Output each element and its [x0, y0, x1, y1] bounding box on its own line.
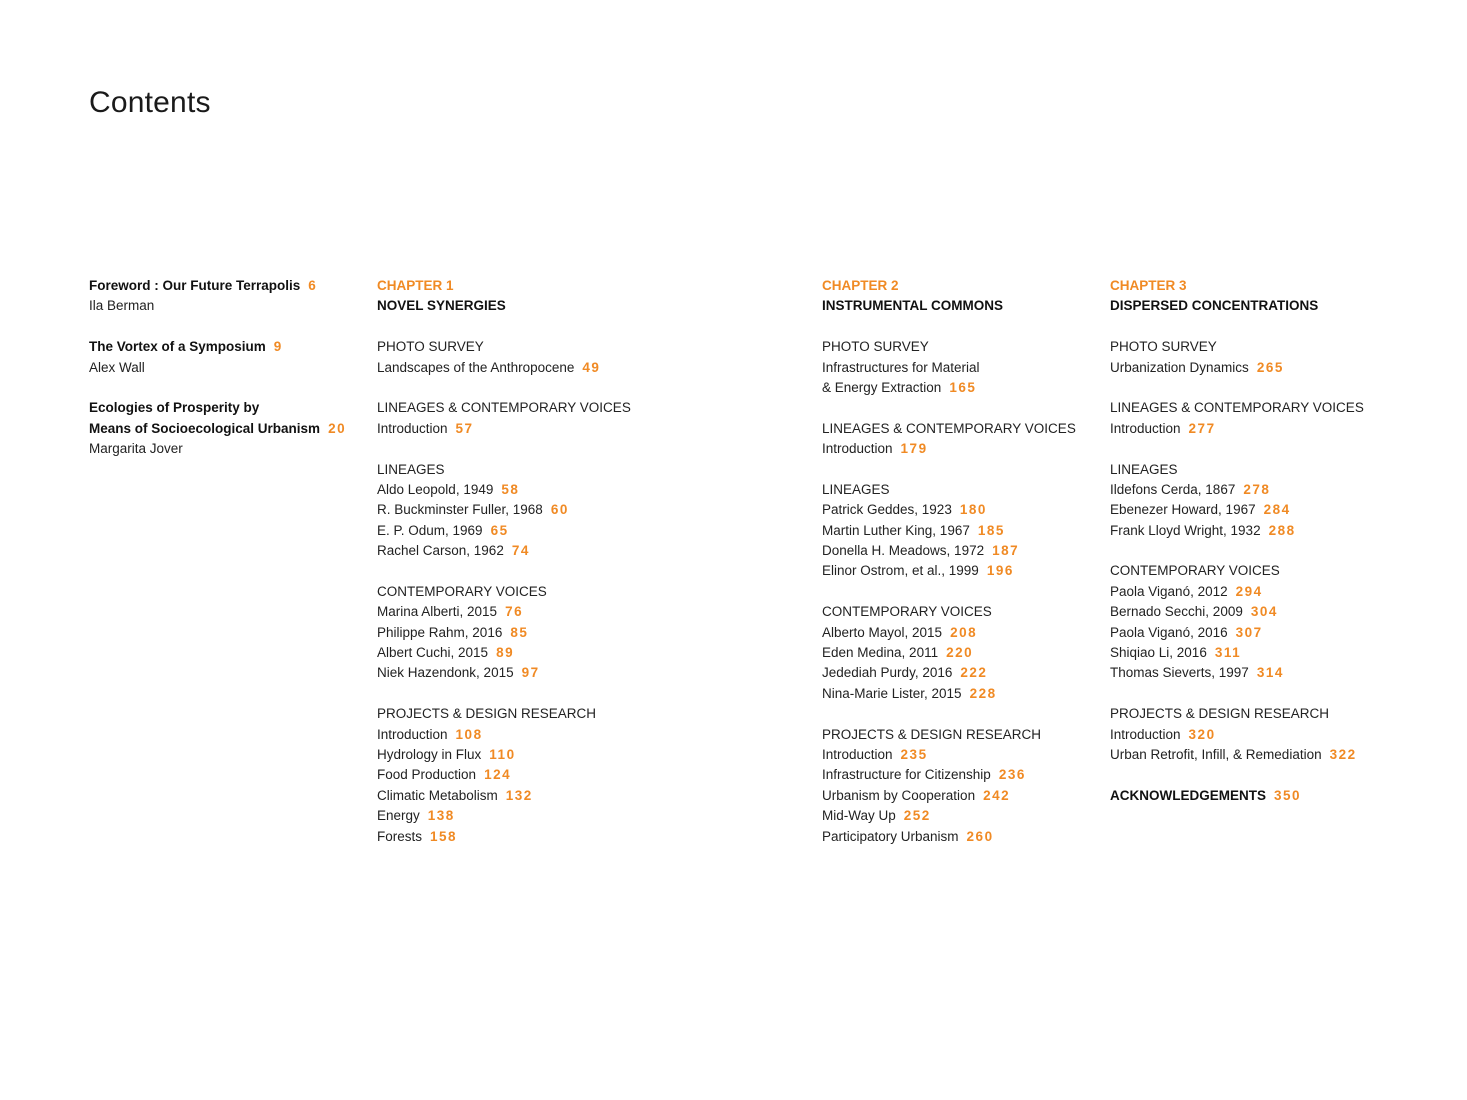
entry-title: Participatory Urbanism [822, 828, 959, 844]
page-number: 304 [1250, 604, 1278, 620]
section-label: CONTEMPORARY VOICES [377, 583, 547, 599]
section-label: PHOTO SURVEY [822, 339, 929, 355]
page-number: 6 [308, 278, 318, 293]
toc-entry[interactable] [822, 378, 1102, 398]
page-number: 260 [966, 828, 994, 844]
page-number: 108 [455, 726, 483, 742]
toc-entry[interactable] [1110, 480, 1450, 500]
entry-title: Ebenezer Howard, 1967 [1110, 502, 1256, 518]
toc-entry-acknowledgements[interactable] [1110, 786, 1450, 806]
entry-title: Urbanization Dynamics [1110, 359, 1249, 375]
toc-entry-ecologies[interactable] [89, 398, 359, 418]
page-number: 76 [505, 604, 524, 620]
page-number: 277 [1188, 420, 1216, 436]
page-number: 89 [496, 645, 515, 661]
entry-author: Alex Wall [89, 359, 145, 375]
entry-title: The Vortex of a Symposium [89, 339, 266, 355]
page-number: 138 [427, 808, 455, 824]
toc-entry[interactable] [377, 765, 797, 785]
section-label: PHOTO SURVEY [1110, 339, 1217, 355]
page-number: 132 [505, 787, 533, 803]
entry-title: Jedediah Purdy, 2016 [822, 665, 953, 681]
chapter-3-column [1110, 276, 1450, 806]
toc-entry[interactable] [377, 480, 797, 500]
entry-title: Shiqiao Li, 2016 [1110, 645, 1207, 661]
page-number: 322 [1329, 746, 1357, 762]
entry-title: Hydrology in Flux [377, 746, 482, 762]
toc-entry[interactable] [377, 623, 797, 643]
entry-title: Frank Lloyd Wright, 1932 [1110, 522, 1261, 538]
section-label: PROJECTS & DESIGN RESEARCH [1110, 706, 1330, 722]
page-number: 208 [950, 624, 978, 640]
page-number: 278 [1243, 481, 1271, 497]
page-number: 110 [489, 746, 516, 762]
entry-title: E. P. Odum, 1969 [377, 522, 483, 538]
toc-entry[interactable] [822, 643, 1102, 663]
page-number: 228 [969, 685, 997, 701]
toc-entry[interactable] [377, 745, 797, 765]
page-number: 49 [582, 359, 601, 375]
section-label: LINEAGES & CONTEMPORARY VOICES [377, 400, 631, 416]
entry-title: Food Production [377, 767, 477, 783]
entry-title: Donella H. Meadows, 1972 [822, 543, 985, 559]
page-number: 60 [550, 502, 569, 518]
section-label: PROJECTS & DESIGN RESEARCH [377, 706, 597, 722]
toc-entry[interactable] [377, 419, 797, 439]
toc-entry[interactable] [822, 500, 1102, 520]
toc-entry[interactable] [1110, 643, 1450, 663]
toc-entry[interactable] [377, 663, 797, 683]
entry-title: Paola Viganó, 2012 [1110, 583, 1228, 599]
page-number: 265 [1256, 359, 1284, 375]
page-number: 320 [1188, 726, 1216, 742]
entry-title: Climatic Metabolism [377, 787, 498, 803]
toc-entry[interactable] [822, 806, 1102, 826]
page-number: 294 [1235, 583, 1263, 599]
page-number: 350 [1274, 787, 1302, 803]
page-number: 284 [1263, 502, 1291, 518]
page-number: 97 [521, 665, 540, 681]
page-number: 222 [960, 665, 988, 681]
toc-entry[interactable] [822, 827, 1102, 847]
toc-entry[interactable] [1110, 500, 1450, 520]
entry-title-line2: Means of Socioecological Urbanism [89, 420, 321, 436]
entry-title: Landscapes of the Anthropocene [377, 359, 575, 375]
page-number: 187 [992, 543, 1020, 559]
entry-title: Introduction [822, 746, 893, 762]
toc-entry[interactable] [377, 541, 797, 561]
entry-title: Albert Cuchi, 2015 [377, 645, 489, 661]
toc-entry[interactable] [822, 663, 1102, 683]
entry-title: Introduction [377, 726, 448, 742]
toc-entry[interactable] [1110, 358, 1450, 378]
toc-entry[interactable] [377, 827, 797, 847]
section-label: PHOTO SURVEY [377, 339, 484, 355]
page-number: 124 [484, 767, 512, 783]
entry-title: Eden Medina, 2011 [822, 645, 939, 661]
entry-title: Philippe Rahm, 2016 [377, 624, 503, 640]
page-number: 252 [903, 808, 931, 824]
entry-title: Mid-Way Up [822, 808, 896, 824]
chapter-title: INSTRUMENTAL COMMONS [822, 298, 1003, 314]
entry-title: R. Buckminster Fuller, 1968 [377, 502, 543, 518]
entry-author: Ila Berman [89, 298, 155, 314]
entry-title: Marina Alberti, 2015 [377, 604, 498, 620]
section-label: LINEAGES & CONTEMPORARY VOICES [822, 420, 1076, 436]
entry-title-line2: & Energy Extraction [822, 379, 942, 395]
intro-column [89, 276, 359, 460]
toc-entry[interactable] [377, 358, 797, 378]
section-label: PROJECTS & DESIGN RESEARCH [822, 726, 1042, 742]
entry-title: Introduction [822, 441, 893, 457]
entry-title: Bernado Secchi, 2009 [1110, 604, 1243, 620]
entry-title: Rachel Carson, 1962 [377, 543, 504, 559]
toc-entry[interactable] [1110, 725, 1450, 745]
section-label: LINEAGES [822, 481, 890, 497]
chapter-1-column [377, 276, 797, 847]
page-number: 9 [273, 339, 283, 355]
chapter-heading: CHAPTER 1 [377, 278, 454, 293]
entry-title: Foreword : Our Future Terrapolis [89, 278, 301, 293]
page-number: 236 [998, 767, 1026, 783]
toc-entry[interactable] [822, 521, 1102, 541]
page-number: 307 [1235, 624, 1263, 640]
page-number: 65 [490, 522, 509, 538]
page-number: 288 [1268, 522, 1296, 538]
entry-title: Aldo Leopold, 1949 [377, 481, 494, 497]
entry-title: Urban Retrofit, Infill, & Remediation [1110, 746, 1322, 762]
entry-title: Paola Viganó, 2016 [1110, 624, 1228, 640]
toc-entry[interactable] [822, 745, 1102, 765]
page-number: 20 [328, 420, 347, 436]
page-number: 242 [983, 787, 1011, 803]
entry-title: Introduction [1110, 726, 1181, 742]
entry-title: Urbanism by Cooperation [822, 787, 976, 803]
page-title: Contents [89, 86, 211, 119]
toc-entry[interactable] [377, 806, 797, 826]
toc-entry[interactable] [822, 623, 1102, 643]
entry-title: Infrastructure for Citizenship [822, 767, 991, 783]
entry-title: ACKNOWLEDGEMENTS [1110, 787, 1266, 803]
page-number: 57 [455, 420, 474, 436]
chapter-2-column [822, 276, 1102, 847]
toc-entry[interactable] [1110, 663, 1450, 683]
entry-author: Margarita Jover [89, 441, 183, 457]
toc-entry[interactable] [822, 684, 1102, 704]
page-number: 179 [900, 441, 928, 457]
entry-title: Thomas Sieverts, 1997 [1110, 665, 1249, 681]
chapter-heading: CHAPTER 3 [1110, 278, 1187, 293]
toc-entry[interactable] [377, 786, 797, 806]
toc-entry[interactable] [1110, 623, 1450, 643]
toc-entry[interactable] [1110, 419, 1450, 439]
chapter-title: NOVEL SYNERGIES [377, 298, 506, 314]
toc-entry[interactable] [377, 500, 797, 520]
page-number: 180 [959, 502, 987, 518]
page-number: 220 [946, 645, 974, 661]
page-number: 314 [1256, 665, 1284, 681]
toc-entry[interactable] [377, 602, 797, 622]
section-label: CONTEMPORARY VOICES [822, 604, 992, 620]
section-label: LINEAGES & CONTEMPORARY VOICES [1110, 400, 1364, 416]
entry-title: Ildefons Cerda, 1867 [1110, 481, 1236, 497]
page-number: 185 [977, 522, 1005, 538]
entry-title: Alberto Mayol, 2015 [822, 624, 943, 640]
page-number: 158 [430, 828, 458, 844]
section-label: LINEAGES [377, 461, 445, 477]
toc-entry[interactable] [822, 541, 1102, 561]
page-number: 165 [949, 379, 977, 395]
entry-title: Nina-Marie Lister, 2015 [822, 685, 962, 701]
entry-title-line1: Infrastructures for Material [822, 359, 980, 375]
toc-entry[interactable] [377, 643, 797, 663]
entry-title: Martin Luther King, 1967 [822, 522, 970, 538]
toc-entry[interactable] [1110, 602, 1450, 622]
entry-title: Energy [377, 808, 420, 824]
toc-entry[interactable] [822, 358, 1102, 378]
chapter-heading: CHAPTER 2 [822, 278, 899, 293]
entry-title: Introduction [1110, 420, 1181, 436]
entry-title: Patrick Geddes, 1923 [822, 502, 952, 518]
page-number: 85 [510, 624, 529, 640]
toc-entry[interactable] [377, 521, 797, 541]
toc-entry-foreword[interactable] [89, 276, 359, 296]
entry-title-line1: Ecologies of Prosperity by [89, 400, 260, 416]
page-number: 311 [1214, 645, 1242, 661]
toc-entry-ecologies-line2[interactable] [89, 419, 359, 439]
toc-entry[interactable] [822, 561, 1102, 581]
page-number: 196 [986, 563, 1014, 579]
toc-entry[interactable] [1110, 521, 1450, 541]
entry-title: Introduction [377, 420, 448, 436]
entry-title: Forests [377, 828, 423, 844]
page-number: 235 [900, 746, 928, 762]
toc-entry[interactable] [822, 786, 1102, 806]
toc-entry[interactable] [1110, 582, 1450, 602]
toc-entry[interactable] [822, 439, 1102, 459]
toc-entry-vortex[interactable] [89, 337, 359, 357]
entry-title: Elinor Ostrom, et al., 1999 [822, 563, 979, 579]
page-number: 74 [511, 543, 530, 559]
entry-title: Niek Hazendonk, 2015 [377, 665, 514, 681]
section-label: CONTEMPORARY VOICES [1110, 563, 1280, 579]
toc-entry[interactable] [377, 725, 797, 745]
toc-entry[interactable] [822, 765, 1102, 785]
section-label: LINEAGES [1110, 461, 1178, 477]
chapter-title: DISPERSED CONCENTRATIONS [1110, 298, 1319, 314]
toc-entry[interactable] [1110, 745, 1450, 765]
page-number: 58 [501, 481, 520, 497]
